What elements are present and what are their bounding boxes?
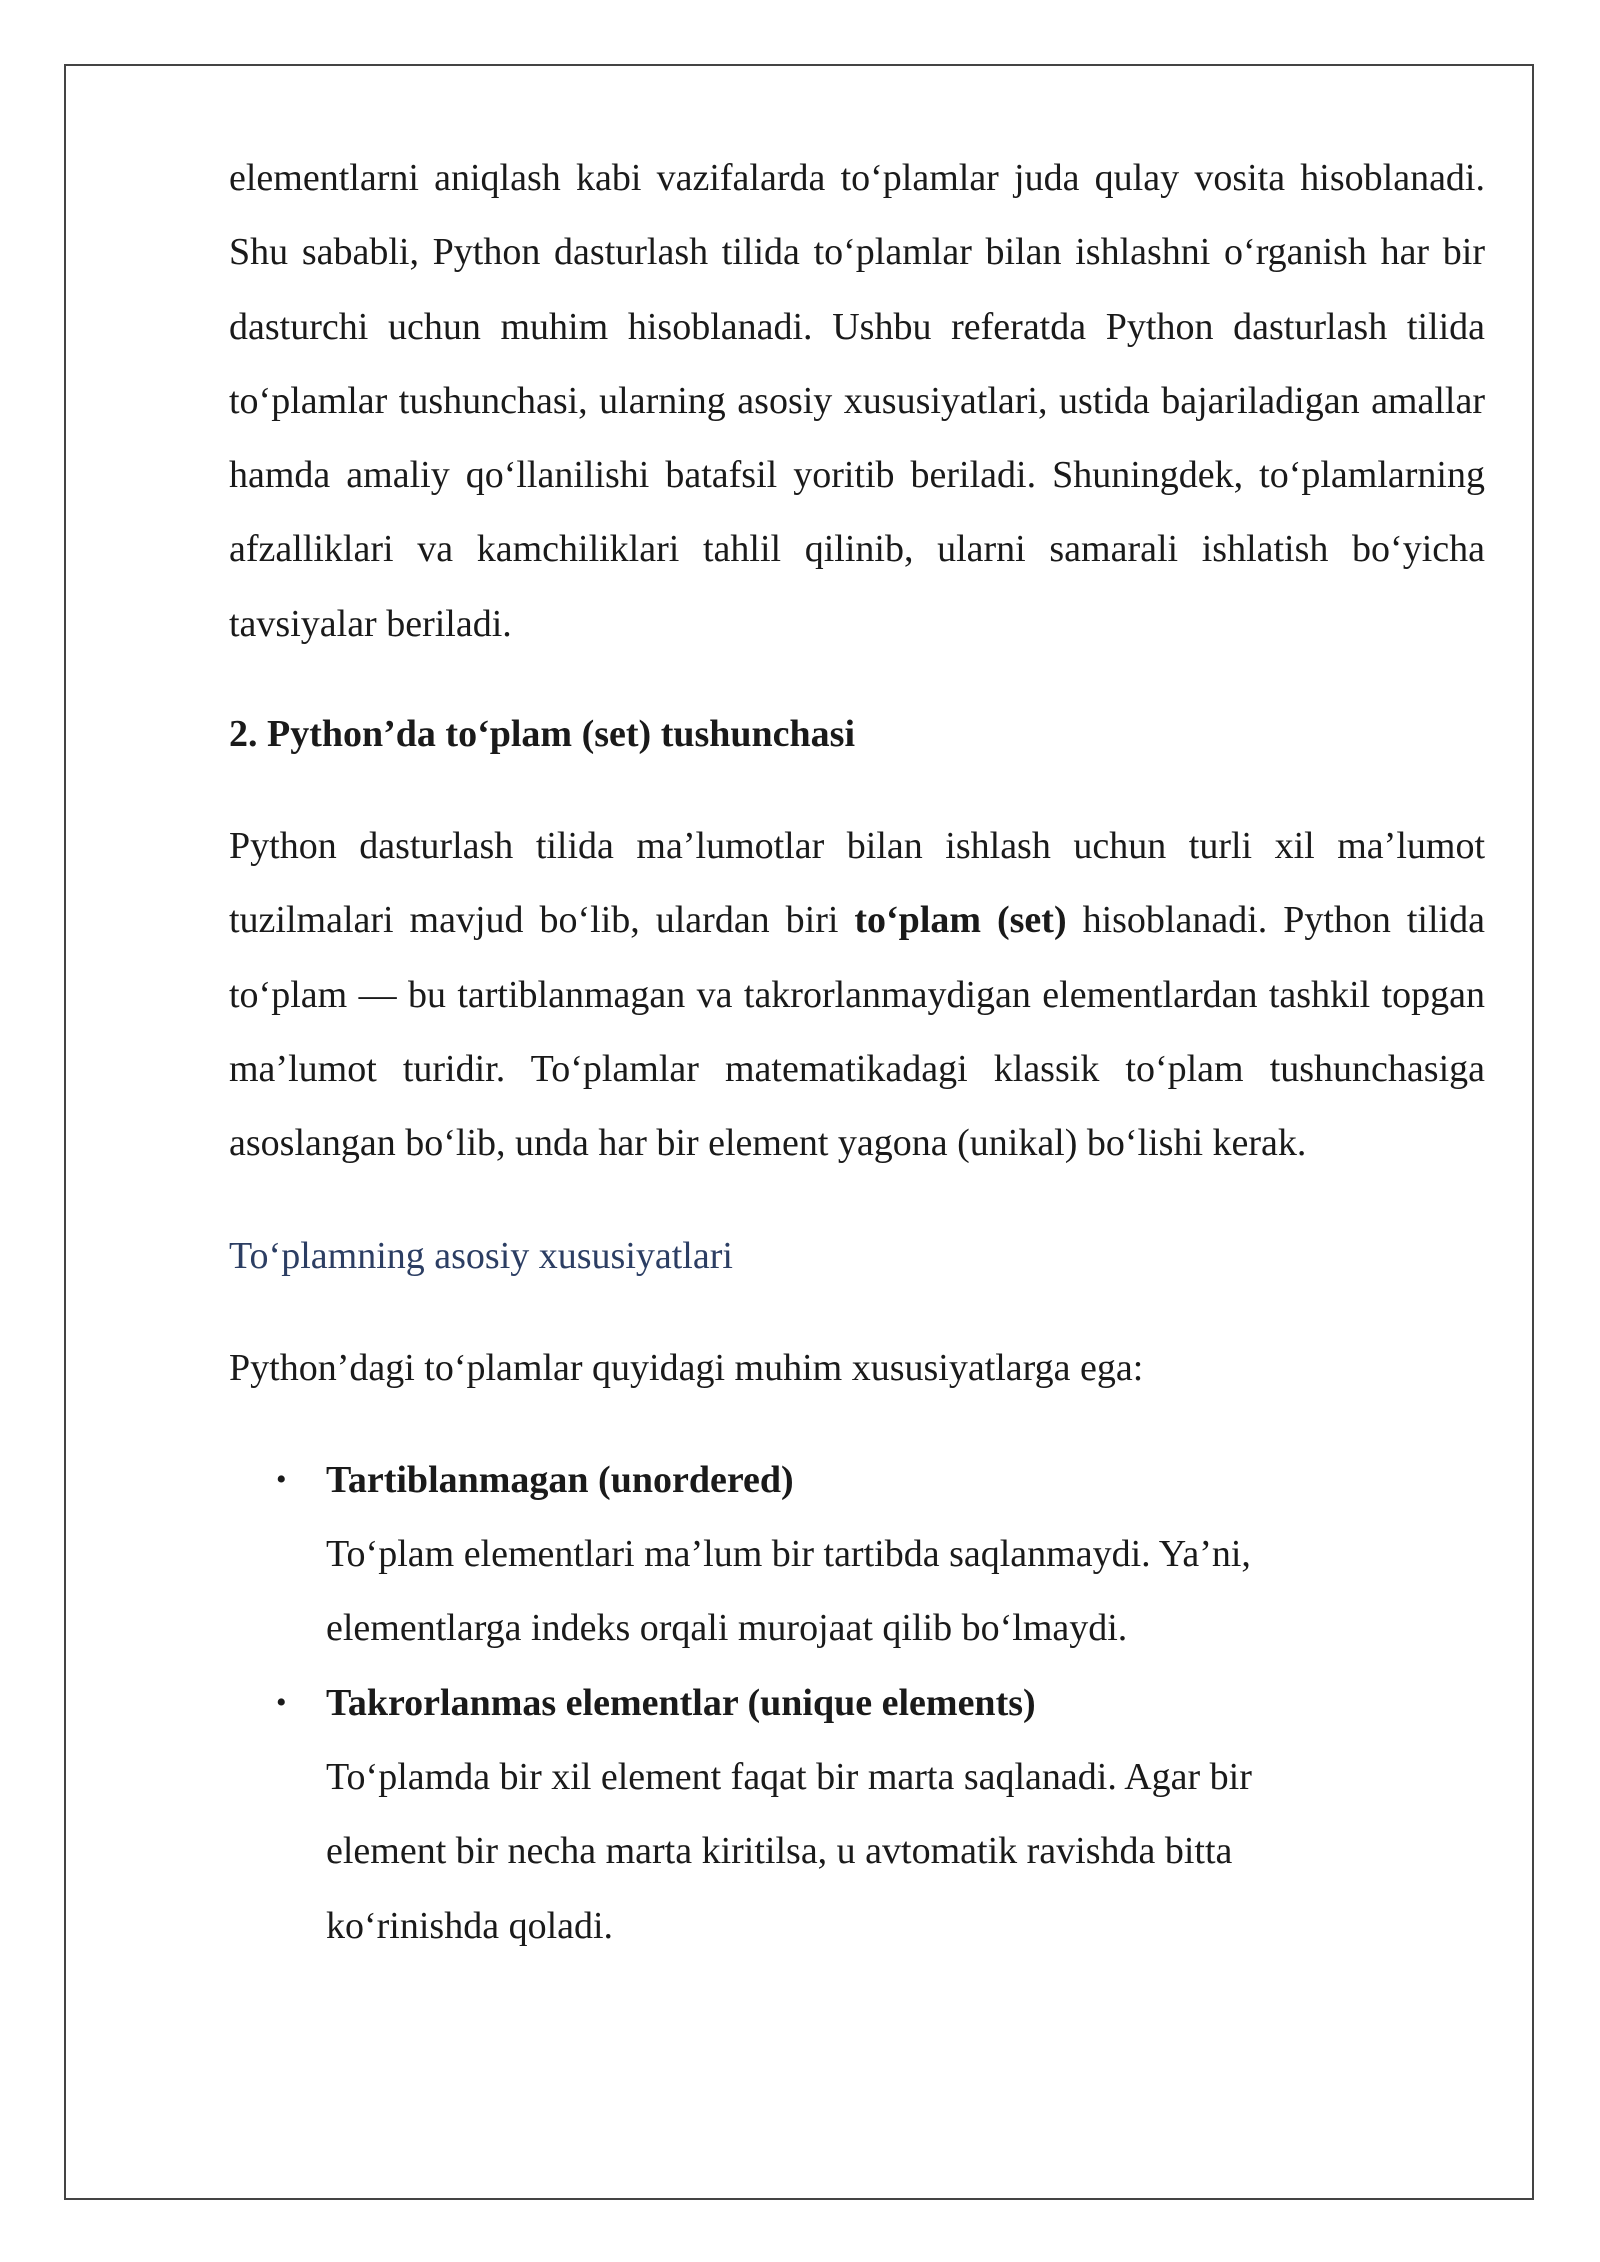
paragraph-intro-continuation: elementlarni aniqlash kabi vazifalarda to‘plamlar juda qulay vosita hisoblanadi. Shu sababli, Python dasturlash tilida to‘plamlar bilan ishlashni o‘rganish har bir dasturchi uchun muhim hisoblanadi. Ushbu referatda Python dasturlash tilida to‘plamlar tushunchasi, ularning asosiy xususiyatlari, ustida bajariladigan amallar hamda amaliy qo‘llanilishi batafsil yoritib beriladi. Shuningdek, to‘plamlarning afzalliklari va kamchiliklari tahlil qilinib, ularni samarali ishlatish bo‘yicha tavsiyalar beriladi. bbox=[229, 157, 1485, 645]
feature-description-line: elementlarga indeks orqali murojaat qilib bo‘lmaydi. bbox=[326, 1607, 1128, 1650]
features-intro: Python’dagi to‘plamlar quyidagi muhim xususiyatlarga ega: bbox=[229, 1346, 1144, 1389]
list-item bbox=[229, 1666, 1485, 1963]
feature-description-line: ko‘rinishda qoladi. bbox=[326, 1904, 614, 1947]
section-body-paragraph bbox=[229, 809, 1485, 1180]
feature-title: Tartiblanmagan (unordered) bbox=[326, 1458, 794, 1501]
bullet-icon: • bbox=[276, 1462, 287, 1496]
feature-description-line: element bir necha marta kiritilsa, u avtomatik ravishda bitta bbox=[326, 1830, 1233, 1873]
feature-title: Takrorlanmas elementlar (unique elements) bbox=[326, 1681, 1036, 1724]
body-bold-term: to‘plam (set) bbox=[854, 899, 1067, 942]
bullet-icon: • bbox=[276, 1685, 287, 1719]
features-list bbox=[229, 1443, 1485, 1963]
feature-description-line: To‘plam elementlari ma’lum bir tartibda saqlanmaydi. Ya’ni, bbox=[326, 1533, 1251, 1576]
feature-description-line: To‘plamda bir xil element faqat bir marta saqlanadi. Agar bir bbox=[326, 1756, 1252, 1799]
section-heading: 2. Python’da to‘plam (set) tushunchasi bbox=[229, 713, 856, 756]
document-content bbox=[229, 141, 1485, 1963]
body-text-part-1: Python dasturlash tilida ma’lumotlar bilan ishlash uchun turli xil ma’lumot tuzilmalari mavjud bo‘lib, ulardan biri bbox=[229, 825, 1485, 942]
subheading: To‘plamning asosiy xususiyatlari bbox=[229, 1234, 733, 1277]
list-item bbox=[229, 1443, 1485, 1666]
body-text-part-2: hisoblanadi. Python tilida to‘plam — bu tartiblanmagan va takrorlanmaydigan elementlardan tashkil topgan ma’lumot turidir. To‘plamlar matematikadagi klassik to‘plam tushunchasiga asoslangan bo‘lib, unda har bir element yagona (unikal) bo‘lishi kerak. bbox=[229, 899, 1485, 1165]
